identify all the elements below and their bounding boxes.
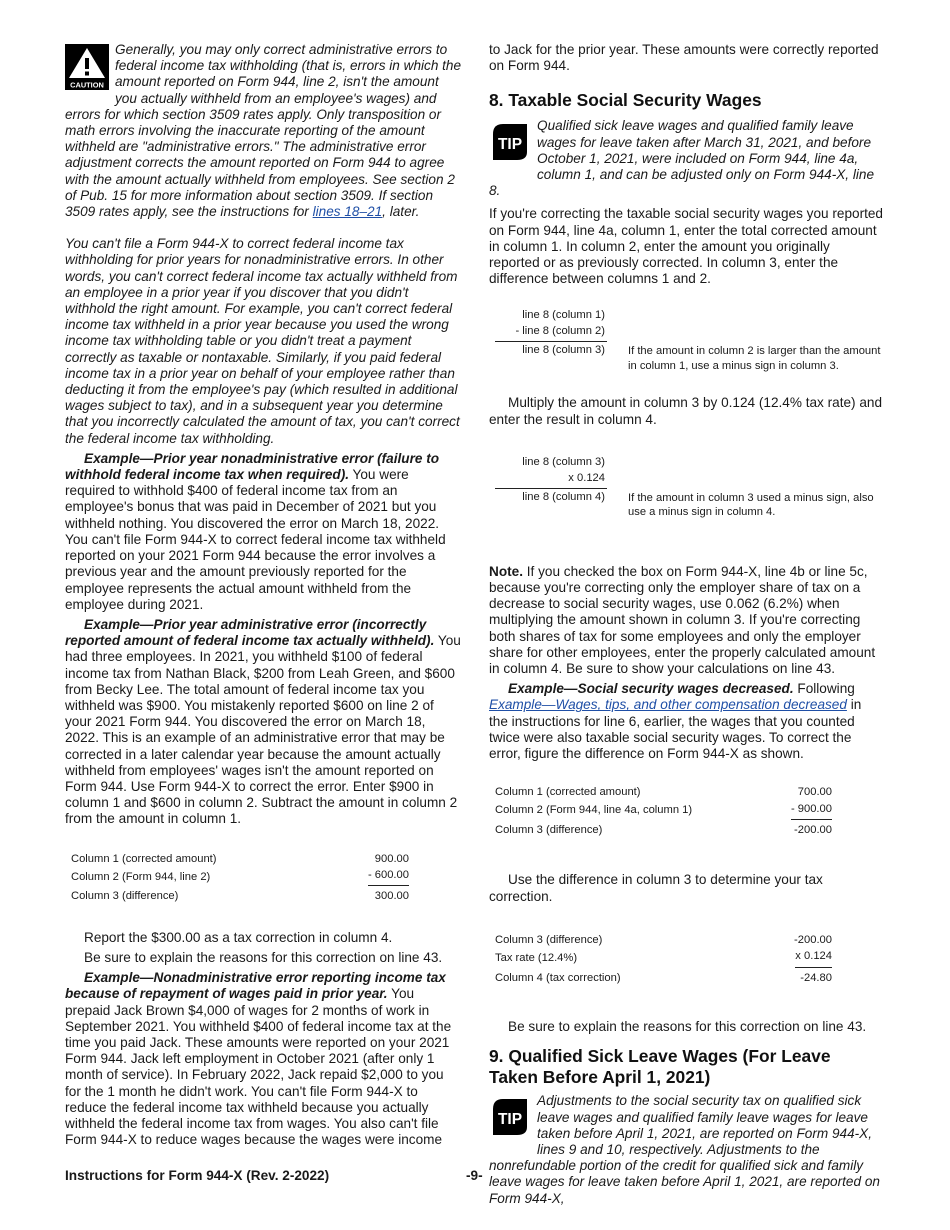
calc-line: line 8 (column 1) — [522, 309, 605, 322]
example-heading: Example—Prior year administrative error (incorrectly reported amount of federal income tax actually withheld). — [65, 616, 435, 649]
page-number: -9- — [466, 1168, 483, 1183]
calc-block-2 — [489, 456, 883, 556]
correcting-paragraph: If you're correcting the taxable social security wages you reported on Form 944, line 4a, column 1, enter the total corrected amount in column 1. In column 2, enter the amount you originally reported or as previously corrected. In column 3, enter the difference between columns 1 and 2. — [489, 206, 883, 287]
calc-rule — [495, 488, 607, 489]
report-line: Report the $300.00 as a tax correction in column 4. — [84, 929, 393, 945]
right-column — [489, 42, 883, 1207]
example-prior-nonadmin: Example—Prior year nonadministrative error (failure to withhold federal income tax when required). You were required to withhold $400 of federal income tax from an employee's bonus that was paid in December of 2021 but you withheld nothing. You discovered the error on March 18, 2022. You can't file Form 944-X to correct federal income tax withheld reported on your 2021 Form 944 because the error involves a previous year and the amount previously reported for the employee represents the actual amount withheld from the employee during 2021. — [65, 450, 446, 612]
explain-line-right: Be sure to explain the reasons for this correction on line 43. — [508, 1019, 867, 1035]
table-row: Column 2 (Form 944, line 2) - 600.00 — [71, 867, 409, 886]
calc-note: If the amount in column 3 used a minus sign, also use a minus sign in column 4. — [628, 491, 874, 519]
example-heading: Example—Prior year nonadministrative error (failure to withhold federal income tax when required). — [65, 450, 440, 483]
tip-block-9 — [489, 1093, 883, 1206]
tip-icon — [489, 1095, 531, 1143]
ss-difference-table — [495, 784, 832, 838]
example-ss-decreased: Example—Social security wages decreased. Following Example—Wages, tips, and other compensation decreased in the instructions for line 6, earlier, the wages that you counted twice were also taxable social security wages. To correct the error, figure the difference on Form 944-X as shown. — [489, 681, 862, 762]
note-label: Note. — [489, 563, 523, 579]
example-prior-admin: Example—Prior year administrative error (incorrectly reported amount of federal income tax actually withheld). You had three employees. In 2021, you withheld $100 of federal income tax from Nathan Black, $200 from Leah Green, and $600 from Becky Lee. The total amount of federal income tax you withheld was $900. You mistakenly reported $600 on line 2 of your 2021 Form 944. You discovered the error on March 18, 2022. This is an example of an administrative error that may be corrected in a later calendar year because the amount actually withheld from employees' wages isn't the amount reported on Form 944. Use Form 944-X to correct the error. Enter $900 in column 1 and $600 in column 2. Subtract the amount in column 2 from the amount in column 1. — [65, 616, 461, 827]
caution-icon-label: CAUTION — [70, 80, 104, 90]
lines-18-21-link[interactable]: lines 18–21 — [312, 204, 383, 220]
section-9-heading: 9. Qualified Sick Leave Wages (For Leave Taken Before April 1, 2021) — [489, 1046, 831, 1088]
multiply-paragraph: Multiply the amount in column 3 by 0.124 (12.4% tax rate) and enter the result in column 4. — [489, 395, 883, 427]
table-row: Column 1 (corrected amount) 900.00 — [71, 852, 409, 865]
tip-icon-label: TIP — [497, 1111, 523, 1129]
table-row: Column 3 (difference) -200.00 — [495, 824, 832, 837]
tip-9-text: Adjustments to the social security tax on qualified sick leave wages and qualified family leave wages for leave taken before April 1, 2021, are reported on Form 944-X, lines 9 and 10, respectively. Adjustments to the nonrefundable portion of the credit for qualified sick and family leave wages for leave taken before April 1, 2021, are reported on Form 944-X, — [489, 1093, 880, 1206]
note-paragraph: Note. If you checked the box on Form 944-X, line 4b or line 5c, because you're correcting only the employer share of tax on a decrease to social security wages, use 0.062 (6.2%) when multiplying the amount shown in column 3. If you're correcting both shares of tax for some employees and only the employer share for other employees, enter the properly calculated amount in column 4. Be sure to show your calculations on line 43. — [489, 563, 876, 677]
tip-block-8 — [489, 118, 883, 199]
tip-icon — [489, 120, 531, 168]
use-difference-paragraph: Use the difference in column 3 to determine your tax correction. — [489, 872, 823, 904]
table-row: Column 3 (difference) 300.00 — [71, 890, 409, 903]
tax-correction-table — [495, 932, 832, 986]
calc-line: line 8 (column 4) — [522, 490, 605, 503]
tip-icon-label: TIP — [497, 136, 523, 154]
footer-title: Instructions for Form 944-X (Rev. 2-2022) — [65, 1168, 330, 1183]
admin-error-table — [71, 851, 409, 905]
table-row: Column 1 (corrected amount) 700.00 — [495, 786, 832, 799]
continued-text: to Jack for the prior year. These amounts were correctly reported on Form 944. — [489, 42, 879, 74]
table-row: Column 3 (difference) -200.00 — [495, 934, 832, 947]
calc-line: line 8 (column 3) — [522, 344, 605, 357]
left-column — [65, 42, 462, 1148]
calc-note: If the amount in column 2 is larger than the amount in column 1, use a minus sign in column 3. — [628, 345, 881, 372]
section-8-heading: 8. Taxable Social Security Wages — [489, 90, 762, 111]
calc-rule — [495, 341, 607, 342]
table-row: Column 4 (tax correction) -24.80 — [495, 971, 832, 984]
caution-block — [65, 42, 462, 220]
table-row: Tax rate (12.4%) x 0.124 — [495, 948, 832, 967]
example-heading: Example—Social security wages decreased. — [508, 681, 794, 697]
tip-8-text: Qualified sick leave wages and qualified family leave wages for leave taken after March 31, 2021, and before October 1, 2021, were included on Form 944, line 4a, column 1, and can be adjusted only on Form 944-X, line 8. — [489, 118, 875, 199]
table-row: Column 2 (Form 944, line 4a, column 1) - 900.00 — [495, 801, 832, 820]
caution-text: Generally, you may only correct administrative errors to federal income tax withholding (that is, errors in which the amount reported on Form 944, line 2, isn't the amount you actually withheld from an employee's wages) and errors for which section 3509 rates apply. Only transposition or math errors involving the inaccurate reporting of the amount withheld are "administrative errors." The administrative error adjustment corrects the amount reported on Form 944 to agree with the amount actually withheld from employees. See section 2 of Pub. 15 for more information about section 3509. If section 3509 rates apply, see the instructions for lines 18–21, later. — [65, 42, 462, 220]
calc-line: - line 8 (column 2) — [515, 325, 605, 338]
prior-year-paragraph: You can't file a Form 944-X to correct federal income tax withholding for prior years for nonadministrative errors. In other words, you can't correct federal income tax actually withheld from an employee in a prior year if you discover that you didn't withhold the right amount. For example, you can't correct federal income tax withheld in a prior year because you used the wrong income tax withholding table or you didn't treat a payment correctly as taxable or nontaxable. Similarly, if you paid federal income tax in a prior year on behalf of your employee rather than deducting it from the employee's pay (which resulted in additional wages subject to tax), and in a subsequent year you determine that you incorrectly calculated the amount of tax, you can't correct the federal income tax withholding. — [65, 236, 460, 446]
calc-block-1 — [489, 309, 883, 381]
wages-decreased-link[interactable]: Example—Wages, tips, and other compensation decreased — [489, 697, 847, 713]
calc-line: line 8 (column 3) — [522, 455, 605, 468]
example-heading: Example—Nonadministrative error reporting income tax because of repayment of wages paid in prior year. — [65, 970, 446, 1002]
explain-line: Be sure to explain the reasons for this correction on line 43. — [84, 949, 443, 965]
calc-line: x 0.124 — [568, 471, 605, 484]
example-repayment: Example—Nonadministrative error reporting income tax because of repayment of wages paid in prior year. You prepaid Jack Brown $4,000 of wages for 2 months of work in September 2021. You withheld $400 of federal income tax at the time you paid Jack. These amounts were reported on your 2021 Form 944. Jack left employment in October 2021 (after only 1 month of service). In February 2022, Jack repaid $2,000 to you for the 1 month he didn't work. You can't file Form 944-X to reduce the federal income tax withheld because you actually withheld the federal income tax from wages. You also can't file Form 944-X to reduce wages because the wages were income — [65, 970, 452, 1148]
caution-icon — [65, 44, 109, 94]
